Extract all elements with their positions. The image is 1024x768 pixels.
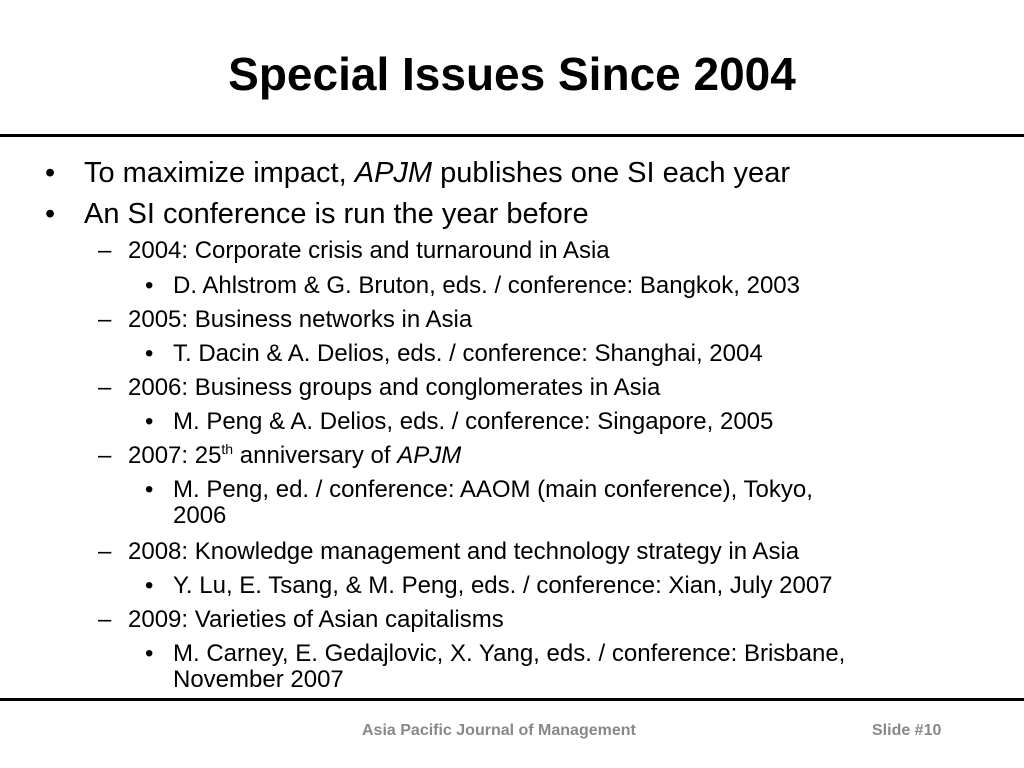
editors-text: M. Peng & A. Delios, eds. / conference: Singapore, 2005: [173, 408, 774, 435]
editors-text: T. Dacin & A. Delios, eds. / conference: Shanghai, 2004: [173, 340, 763, 367]
slide-title: Special Issues Since 2004: [228, 48, 796, 100]
dash-marker: –: [98, 306, 112, 333]
journal-abbrev: APJM: [397, 442, 462, 469]
title-divider: [0, 134, 1024, 137]
issue-text: 2004: Corporate crisis and turnaround in Asia: [128, 237, 610, 264]
dash-marker: –: [98, 606, 112, 633]
bullet-marker: •: [145, 640, 154, 667]
bullet-marker: •: [145, 408, 154, 435]
footer-divider: [0, 698, 1024, 701]
footer-journal-name: Asia Pacific Journal of Management: [362, 722, 636, 739]
editors-text: D. Ahlstrom & G. Bruton, eds. / conference: Bangkok, 2003: [173, 272, 800, 299]
issue-text: 2008: Knowledge management and technology strategy in Asia: [128, 538, 800, 565]
footer-slide-number: Slide #10: [872, 722, 942, 739]
issue-text: 2009: Varieties of Asian capitalisms: [128, 606, 504, 633]
dash-marker: –: [98, 538, 112, 565]
issue-text: 2005: Business networks in Asia: [128, 306, 473, 333]
journal-abbrev: APJM: [354, 157, 433, 189]
bullet-text: To maximize impact, APJM publishes one SI each year: [84, 157, 790, 189]
bullet-text: An SI conference is run the year before: [84, 198, 589, 230]
dash-marker: –: [98, 374, 112, 401]
bullet-marker: •: [145, 572, 154, 599]
issue-text: 2007: 25th anniversary of APJM: [128, 441, 462, 469]
bullet-marker: •: [45, 198, 56, 230]
editors-text: M. Carney, E. Gedajlovic, X. Yang, eds. / conference: Brisbane, November 2007: [173, 640, 846, 693]
ordinal-suffix: th: [221, 441, 234, 457]
dash-marker: –: [98, 442, 112, 469]
editors-text: M. Peng, ed. / conference: AAOM (main conference), Tokyo, 2006: [173, 476, 813, 529]
editors-text: Y. Lu, E. Tsang, & M. Peng, eds. / conference: Xian, July 2007: [173, 572, 833, 599]
bullet-marker: •: [45, 157, 56, 189]
issue-text: 2006: Business groups and conglomerates in Asia: [128, 374, 661, 401]
dash-marker: –: [98, 237, 112, 264]
bullet-marker: •: [145, 340, 154, 367]
bullet-marker: •: [145, 272, 154, 299]
bullet-marker: •: [145, 476, 154, 503]
